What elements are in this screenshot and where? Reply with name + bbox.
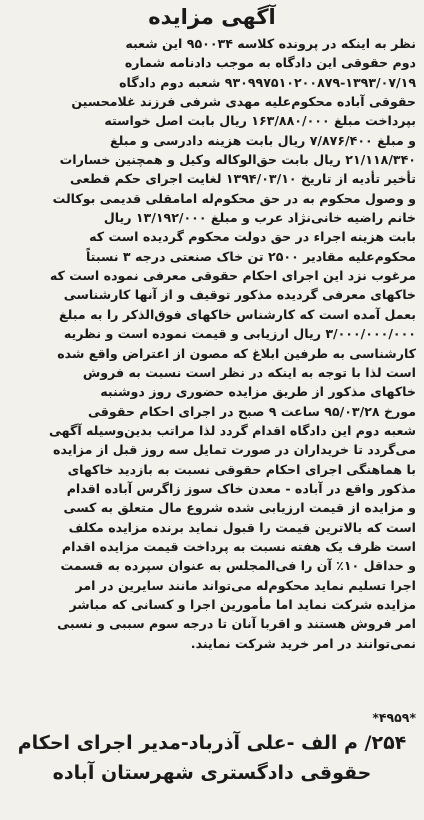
notice-body-line: با هماهنگی اجرای احکام حقوقی نسبت به بازدید خاکهای [67, 461, 416, 477]
notice-body-line: است ظرف یک هفته نسبت به پرداخت قیمت مزایده اقدام [61, 538, 416, 554]
notice-body-line: ۲۱/۱۱۸/۳۴۰ ریال بابت حق‌الوکاله وکیل و همچنین خسارات [59, 152, 416, 168]
notice-body-line: بپرداخت مبلغ ۱۶۳/۸۸۰/۰۰۰ ریال بابت اصل خواسته [104, 113, 416, 129]
notice-code-number: ۴۹۵۹ [378, 710, 410, 725]
notice-body-line: و مزایده از قیمت ارزیابی شده شروع مال متعلق به کسی [63, 500, 416, 516]
notice-body-line: محکوم‌علیه مقادیر ۲۵۰۰ تن خاک صنعتی درجه ۳ نسبتاً [85, 248, 416, 264]
notice-body-line: و حداقل ۱۰٪ آن را فی‌المجلس به عنوان سپرده به قسمت [60, 558, 416, 574]
notice-body-line: امر فروش هستند و اقربا آنان تا درجه سوم سببی و نسبی [57, 616, 416, 632]
notice-code: *۴۹۵۹* [372, 710, 416, 725]
notice-body-line: بابت هزینه اجراء در حق دولت محکوم گردیده است که [89, 229, 416, 245]
notice-body-line: و مبلغ ۷/۸۷۶/۴۰۰ ریال بابت هزینه دادرسی و مبلغ [110, 132, 416, 148]
notice-body-line: ۹۳۰۹۹۷۵۱۰۲۰۰۸۷۹-۱۳۹۳/۰۷/۱۹ شعبه دوم دادگاه [119, 74, 416, 90]
signature-line-2: حقوقی دادگستری شهرستان آباده [52, 762, 372, 784]
notice-body-line: نمی‌توانند در امر خرید شرکت نمایند. [190, 635, 416, 651]
notice-body-line: شعبه دوم این دادگاه اقدام گردد لذا مراتب بدین‌وسیله آگهی [48, 422, 416, 438]
notice-title: آگهی مزایده [148, 5, 276, 29]
notice-body-line: دوم حقوقی این دادگاه به موجب دادنامه شماره [124, 55, 416, 71]
notice-body-line: خانم راضیه خانی‌نژاد عرب و مبلغ ۱۳/۱۹۲/۰۰۰ ریال [103, 210, 416, 226]
notice-body-line: و وصول محکوم به در حق محکوم‌له امامقلی قدیمی بوکالت [52, 190, 416, 206]
notice-body-line: حقوقی آباده محکوم‌علیه مهدی شرفی فرزند غلامحسین [71, 94, 416, 110]
notice-body-line: مزایده شرکت نماید اما مأمورین اجرا و کسانی که مباشر [69, 596, 416, 612]
notice-body-line: تأخیر تأدیه از تاریخ ۱۳۹۴/۰۳/۱۰ لغایت اجرای حکم قطعی [69, 171, 416, 187]
notice-signature [0, 728, 424, 788]
notice-body-line: مورخ ۹۵/۰۳/۲۸ ساعت ۹ صبح در اجرای احکام حقوقی [87, 403, 416, 419]
notice-body-line: خاکهای مذکور از طریق مزایده حضوری روز دوشنبه [100, 384, 416, 400]
signature-line-1: ۲۵۴/ م الف -علی آذرباد-مدیر اجرای احکام [17, 732, 407, 754]
notice-body-line: بعمل آمده است که کارشناس خاکهای فوق‌الذکر را به مبلغ [59, 306, 416, 322]
notice-body-line: است که بالاترین قیمت را قبول نماید برنده مزایده مکلف [68, 519, 416, 535]
notice-body-line: اجرا تسلیم نماید محکوم‌له می‌تواند مانند سایرین در امر [75, 577, 416, 593]
notice-body-line: ۳/۰۰۰/۰۰۰/۰۰۰ ریال ارزیابی و قیمت نموده است و نظریه [63, 326, 416, 342]
notice-body-line: کارشناسی به طرفین ابلاغ که مصون از اعتراض واقع شده [57, 345, 416, 361]
notice-body-line: نظر به اینکه در پرونده کلاسه ۹۵۰۰۳۴ این شعبه [125, 36, 416, 51]
notice-body-line: می‌گردد تا خریداران در صورت تمایل سه روز قبل از مزایده [53, 442, 416, 458]
notice-body-line: مرغوب نزد این اجرای احکام حقوقی معرفی نموده است که [49, 268, 416, 284]
notice-body-line: است لذا با توجه به اینکه در نظر است نسبت به فروش [82, 364, 416, 380]
notice-body-line: مذکور واقع در آباده - معدن خاک سوز زاگرس آباده اقدام [66, 480, 416, 496]
notice-body [8, 34, 416, 653]
notice-body-line: خاکهای معرفی گردیده مذکور توقیف و از آنها کارشناسی [63, 287, 416, 303]
